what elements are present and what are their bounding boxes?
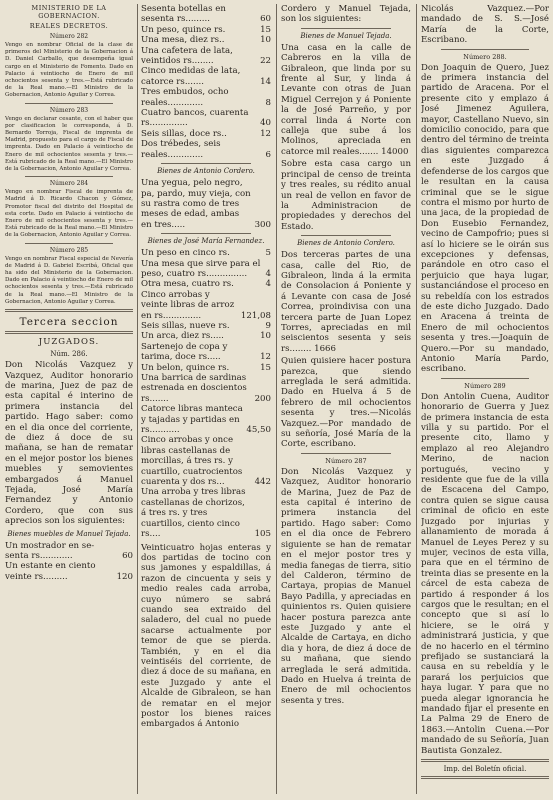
- notice-number-289: Número 289: [464, 381, 506, 390]
- goods-item-price: 4: [265, 268, 271, 279]
- signature-text: Nicolás Vazquez.—Por mandado de S. S.—José María de la Corte, Escribano.: [421, 4, 549, 46]
- goods-item: [141, 487, 271, 539]
- goods-item: [141, 178, 271, 230]
- goods-header-tejada: Bienes muebles de Manuel Tejada.: [7, 529, 131, 538]
- goods-item-label: Una cafetera de lata, veintidos rs........: [141, 45, 233, 67]
- house-description: Una casa en la calle de Cabreros en la villa de Gibraleon, que linda por su frente al Sur, y linda á Levante con otras de Juan Miguel Cerrejon y á Poniente la de José Parreño, y por corral linda á Norte con calleja que sube á los Molinos, apreciada en catorce mil reales....... 14000: [281, 42, 411, 157]
- goods-item-price: 60: [260, 14, 271, 25]
- goods-item: [141, 331, 271, 341]
- goods-item-price: 6: [265, 149, 271, 160]
- goods-item: Un mostrador en se-: [5, 540, 95, 551]
- goods-item: [141, 321, 271, 331]
- goods-item: [141, 4, 271, 25]
- goods-item-label: Una mesa que sirve para el peso, cuatro rs...............: [141, 258, 261, 279]
- goods-item-price: 12: [260, 128, 271, 139]
- decree-number-285: Número 285: [49, 246, 89, 254]
- goods-item: [141, 139, 271, 160]
- goods-item-price: 40: [260, 118, 271, 129]
- goods-item-price: 10: [260, 331, 271, 342]
- ministry-header: MINISTERIO DE LA GOBERNACION.: [31, 4, 107, 20]
- goods-item-label: Una mesa, diez rs..: [141, 35, 225, 46]
- goods-item: [141, 363, 271, 373]
- goods-item-price: veinte rs......... 120: [5, 571, 133, 582]
- auction-paragraph: Veinticuatro hojas enteras y dos partidas de tocino con sus jamones y espaldillas, á razon de cincuenta y seis y medio reales cada arroba, cuyo número se sabrá cuando sea extraido del saladero, del cual no puede sacarse actualmente por temor de que se pierda. También, y en el dia veintiséis del corriente, de diez á doce de su mañana, en este Juzgado y ante el Alcalde de Gibraleon, se han de rematar en el mejor postor los bienes raices embargados á Antonio: [141, 542, 271, 730]
- census-text: Sobre esta casa cargo un principal de censo de treinta y tres reales, su rédito anual un real de vellon en favor de la Administracion de propiedades y derechos del Estado.: [281, 159, 411, 232]
- goods-item: [141, 87, 271, 108]
- column-3: [281, 4, 411, 794]
- goods-item-price: 15: [260, 362, 271, 373]
- decree-number-282: Número 282: [49, 33, 89, 40]
- notice-number-288: Número 288.: [463, 52, 507, 61]
- decree-283-text: Vengo en declarar cesante, con el haber que por clasificacion le corresponda, á D. Bernardo Torroja, Fiscal de imprenta de Madrid, propuesto para el cargo de Fiscal de imprenta. Dado en Palacio á veintiocho de Enero de mil ochocientos sesenta y tres.—Está rubricado de la Real mano.—El Ministro de la Gobernacion, Antonio Aguilar y Correa.: [5, 115, 133, 173]
- goods-item-price: 22: [260, 56, 271, 67]
- goods-item-label: Una arroba y tres libras castellanas de chorizos, á tres rs. y tres cuartillos, ciento cinco rs....: [141, 487, 246, 540]
- column-2: [141, 4, 271, 794]
- goods-item-label: Cinco medidas de lata, catorce rs.......: [141, 66, 241, 87]
- goods-item-price: 105: [254, 529, 271, 540]
- goods-item-price: 200: [254, 393, 271, 404]
- goods-item-label: Un peso, quince rs.: [141, 24, 226, 35]
- goods-item: [141, 248, 271, 258]
- goods-item-price: 121,08: [240, 310, 271, 321]
- goods-header-cordero-2: Bienes de Antonio Cordero.: [297, 239, 395, 248]
- goods-item: [141, 66, 271, 87]
- goods-item-label: Un peso en cinco rs.: [141, 248, 230, 259]
- notice-289-text: Don Antolin Cuena, Auditor honorario de Guerra y Juez de primera instancia de esta villa y su partido. Por el presente cito, llamo y emplazo al reo Alejandro Merino, de nacion portugués, vecino y residente que fue de la villa de Escacena del Campo, contra quien se sigue causa criminal de oficio en este Juzgado por injurias y allanamiento de morada á Manuel de Leyes Perez y su mujer, vecinos de esta villa, para que en el término de treinta dias se presente en la cárcel de esta cabeza de partido á responder á los cargos que le resultan; en el concepto que si así lo hiciere, se le oirá y administrará justicia, y que de no hacerlo en el término prefijado se sustanciará la causa en su rebeldía y le parará los perjuicios que haya lugar. Y para que no pueda alegar ignorancia he mandado fijar el presente en La Palma 29 de Enero de 1863.—Antolin Cuena.—Por mandado de su Señoría, Juan Bautista Gonzalez.: [421, 391, 549, 756]
- goods-item: [141, 279, 271, 289]
- notice-288-text: Don Joaquin de Quero, Juez de primera instancia del partido de Aracena. Por el presente cito y emplazo á José Jimenez Aguilera, mayor, Castellano Nuevo, sin domicilio conocido, para que dentro del término de treinta dias siguientes comparezca en este Juzgado á defenderse de los cargos que le resultan en la causa criminal que se le sigue contra el mismo por hurto de una jaca, de la propiedad de Don Eusebio Fernandez, vecino de Campofrio; pues si así lo hiciere se le oirán sus excepciones y defensas, parándole en otro caso el perjuicio que haya lugar, sustanciándose el proceso en su rebeldía con los estrados de este dicho Juzgado. Dado en Aracena á treinta de Enero de mil ochocientos sesenta y tres.—Joaquin de Quero.—Por su mandado, Antonio María Pardo, escribano.: [421, 62, 549, 375]
- goods-item: [141, 259, 271, 280]
- goods-item-price: 14: [260, 76, 271, 87]
- section-title: Tercera seccion: [19, 316, 119, 329]
- goods-item-label: Un belon, quince rs.: [141, 362, 230, 373]
- goods-item-label: Seis sillas, doce rs..: [141, 128, 227, 139]
- notice-number-287: Número 287: [325, 456, 367, 465]
- goods-item-price: 9: [265, 320, 271, 331]
- goods-item-price: 15: [260, 24, 271, 35]
- goods-item-price: 10: [260, 35, 271, 46]
- decree-285-text: Vengo en nombrar Fiscal especial de Nevería de Madrid á D. Gabriel Escribá, Oficial que ha sido del Ministerio de la Gobernacion. Dado en Palacio á veintiocho de Enero de mil ochocientos sesenta y tres.—Está rubricado de la Real mano.—El Ministro de la Gobernacion, Antonio Aguilar y Correa.: [5, 255, 133, 305]
- column-4: [421, 4, 549, 794]
- goods-item-price: 300: [254, 219, 271, 230]
- goods-item-price: 4: [265, 279, 271, 290]
- bidding-text: Quien quisiere hacer postura parezca, que siendo arreglada le será admitida. Dado en Huelva á 5 de febrero de mil ochocientos sesenta y tres.—Nicolás Vazquez.—Por mandado de su señoría, José María de la Corte, escribano.: [281, 356, 411, 450]
- column-1: [5, 4, 133, 794]
- decrees-header: REALES DECRETOS.: [29, 22, 109, 30]
- notice-286-text: Don Nicolás Vazquez y Vazquez, Auditor honorario de marina, Juez de paz de esta capital é interino de primera instancia del partido. Hago saber: como en el dia once del corriente, de diez á doce de su mañana, se han de rematar en el mejor postor los bienes muebles y semovientes embargados á Manuel Tejada, José María Fernandez y Antonio Cordero, que con sus aprecios son los siguientes:: [5, 360, 133, 527]
- goods-item-price: senta rs............ 60: [5, 551, 133, 561]
- goods-item: [141, 342, 271, 363]
- goods-item: [141, 435, 271, 487]
- goods-item-label: Una yegua, pelo negro, pa, pardo, muy vieja, con su rastra como de tres meses de edad, ambas en tres.....: [141, 178, 251, 230]
- goods-item-price: 442: [254, 477, 271, 488]
- goods-item-label: Sartenejo de copa y tarima, doce rs.....: [141, 341, 228, 363]
- goods-item: [141, 25, 271, 35]
- continued-text: Cordero y Manuel Tejada, son los siguientes:: [281, 4, 411, 25]
- decree-number-284: Número 284: [49, 180, 89, 188]
- notice-number-286: Núm. 286.: [50, 350, 88, 359]
- house-parts-description: Dos terceras partes de una casa, calle del Rio, de Gibraleon, linda á la ermita de Consolacion á Poniente y á Levante con casa de José Correa, proindivisa con una tercera parte de Juan Lopez Torres, apreciadas en mil seiscientos sesenta y seis rs........ 1666: [281, 250, 411, 354]
- goods-list-fernandez: [141, 248, 271, 539]
- goods-item-label: Dos trébedes, seis reales.............: [141, 139, 221, 160]
- goods-item-label: Una barrica de sardinas estrenada en doscientos rs.......: [141, 373, 247, 404]
- goods-item: [141, 129, 271, 139]
- goods-item-price: 8: [265, 97, 271, 108]
- goods-item-label: Seis sillas, nueve rs.: [141, 320, 230, 331]
- goods-list-tejada: [141, 4, 271, 160]
- decree-284-text: Vengo en nombrar Fiscal de imprenta de Madrid á D. Ricardo Chacon y Gómez, Promotor fiscal del distrito del Hospital de esta corte. Dado en Palacio á veintiocho de Enero de mil ochocientos sesenta y tres.—Está rubricado de la Real mano.—El Ministro de la Gobernacion, Antonio Aguilar y Correa.: [5, 189, 133, 239]
- goods-item-label: Otra mesa, cuatro rs.: [141, 279, 234, 290]
- goods-item-label: Sesenta botellas en sesenta rs.........: [141, 4, 226, 25]
- goods-item: [141, 35, 271, 45]
- goods-item-label: Un arca, diez rs.....: [141, 331, 224, 342]
- goods-item: [141, 373, 271, 404]
- goods-item: Un estante en ciento: [5, 561, 96, 572]
- goods-item-price: 12: [260, 352, 271, 363]
- printer-footer: Imp. del Boletín oficial.: [443, 765, 527, 774]
- goods-item: [141, 290, 271, 321]
- goods-item-price: 45,50: [246, 425, 271, 436]
- goods-item-price: 5: [265, 248, 271, 259]
- goods-item: [141, 404, 271, 435]
- goods-header-cordero: Bienes de Antonio Cordero.: [157, 167, 255, 176]
- notice-287-text: Don Nicolás Vazquez y Vazquez, Auditor honorario de Marina, Juez de Paz de esta capital é interino de primera instancia del partido. Hago saber: Como en el dia once de Febrero siguiente se han de rematar en el mejor postor tres y media fanegas de tierra, sitio del Calderon, término de Cartaya, propias de Manuel Bayo Padilla, y apreciadas en quinientos rs. Quien quisiere hacer postura parezca ante este Juzgado y ante el Alcalde de Cartaya, en dicho dia y hora, de diez á doce de su mañana, que siendo arreglada le será admitida. Dado en Huelva á treinta de Enero de mil ochocientos sesenta y tres.: [281, 466, 411, 706]
- goods-item-label: Tres embudos, ocho reales.............: [141, 87, 229, 108]
- goods-item: [141, 108, 271, 129]
- decree-number-283: Número 283: [49, 106, 89, 114]
- goods-header-tejada-2: Bienes de Manuel Tejada.: [300, 31, 392, 40]
- goods-item-label: Cuatro bancos, cuarenta rs..............: [141, 108, 249, 129]
- goods-header-fernandez: Bienes de José María Fernandez.: [147, 237, 265, 246]
- goods-item-label: Catorce libras manteca y tajadas y partidas en rs...........: [141, 404, 243, 436]
- decree-282-text: Vengo en nombrar Oficial de la clase de primeros del Ministerio de la Gobernacion á D. Daniel Carballo, que desempeña igual cargo en el Ministerio de Fomento. Dado en Palacio á veintiocho de Enero de mil ochocientos sesenta y tres.—Está rubricado de la Real mano.—El Ministro de la Gobernacion, Antonio Aguilar y Correa.: [5, 42, 133, 99]
- goods-item: [141, 46, 271, 67]
- goods-item-label: Cinco arrobas y veinte libras de arroz en rs..............: [141, 289, 235, 321]
- courts-header: JUZGADOS.: [38, 337, 100, 348]
- goods-item-label: Cinco arrobas y once libras castellanas de morcillas, á tres rs. y cuartillo, cuatrocientos cuarenta y dos rs...: [141, 435, 243, 488]
- goods-list-cordero: [141, 178, 271, 230]
